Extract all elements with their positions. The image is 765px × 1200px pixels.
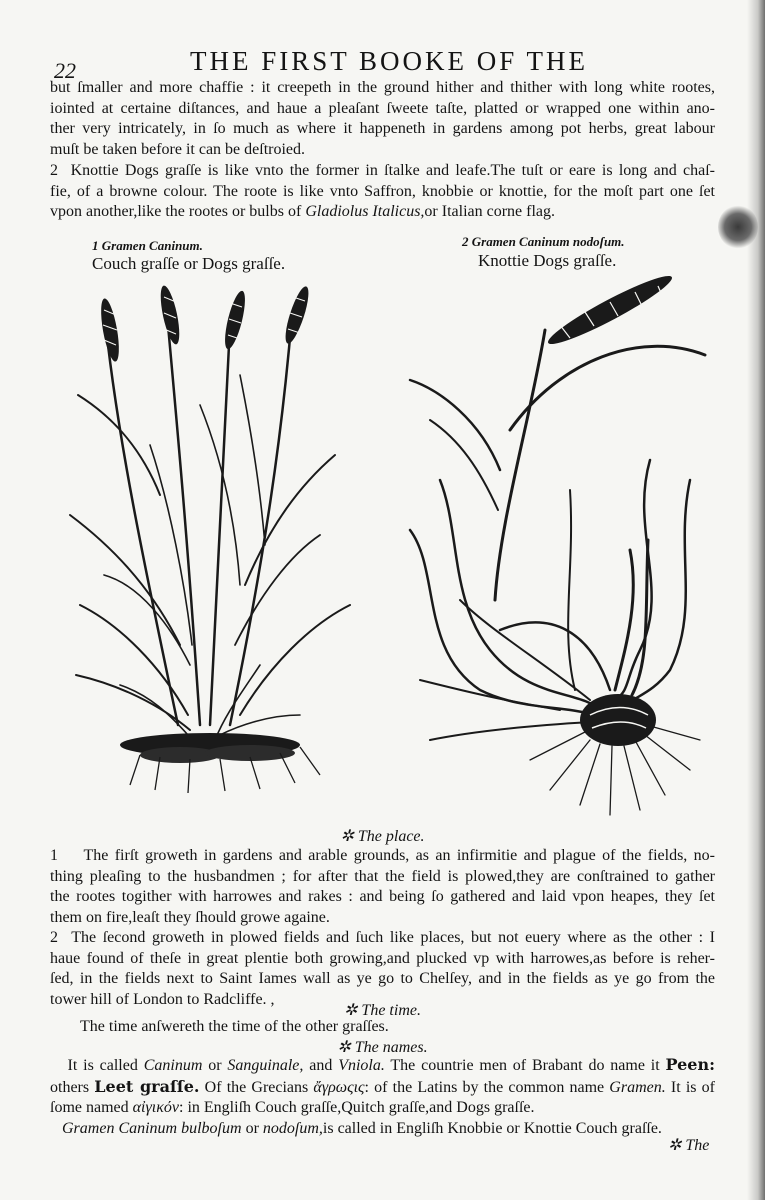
figure-1-english-caption: Couch graſſe or Dogs graſſe. [92,254,286,273]
text-line [50,1098,715,1119]
text-span: ſome named [50,1099,133,1116]
italic-span: Sanguinale, [227,1057,304,1074]
text-line [50,161,715,182]
running-head: THE FIRST BOOKE OF THE [190,46,589,76]
text-span: : of the Latins by the common name [364,1078,610,1096]
heading-text: The names. [354,1039,428,1056]
text-span: : in Engliſh Couch graſſe,Quitch graſſe,and Dogs graſſe. [179,1099,535,1116]
text-line: iointed at certaine diſtances, and haue a pleaſant ſweete taſte, platted or wrapped one within ano- [50,99,715,117]
blackletter-span: Leet graſſe. [94,1076,200,1096]
italic-span: Gladiolus Italicus, [305,203,425,220]
figure-1-latin-caption [92,238,203,254]
figure-2-latin-caption [462,234,625,250]
italic-span: nodoſum, [262,1119,323,1137]
italic-span: Gramen Caninum bulboſum [62,1119,242,1137]
figure-number: 2 [462,234,469,249]
text-line: but ſmaller and more chaffie : it creepeth in the ground hither and thither with long white rootes, [50,79,715,96]
text-line: them on fire,leaſt they ſhould growe againe. [50,908,330,926]
text-span: The firſt groweth in gardens and arable grounds, as an infirmitie and plague of the fields, no- [83,847,716,864]
figure-latin-name: Gramen Caninum. [101,238,203,253]
italic-span: Vniola. [338,1057,385,1074]
text-span: others [50,1078,95,1096]
text-line [50,202,715,223]
heading-text: The place. [357,828,425,845]
section-heading-time: ✲ The time. [344,1002,421,1019]
text-span: is called in Engliſh Knobbie or Knottie Couch graſſe. [322,1119,662,1137]
catchword-text: The [685,1137,710,1154]
figure-number: 1 [92,238,99,253]
text-line: haue found of theſe in great plentie both growing,and plucked vp with harrowes,as before is reher- [50,949,715,967]
text-span: The countrie men of Brabant do name it [384,1057,666,1074]
intro-paragraph [50,78,715,160]
text-span: vpon another,like the rootes or bulbs of [50,203,306,220]
text-line [50,928,715,949]
text-line: ther very intricately, in ſo much as where it happeneth in gardens among pot herbs, great labour [50,120,715,137]
text-span: It is called [67,1057,144,1074]
text-span: Knottie Dogs graſſe is like vnto the former in ſtalke and leafe.The tuſt or eare is long and chaſ- [70,162,715,179]
italic-span: Gramen. [609,1078,666,1096]
time-paragraph [80,1017,680,1038]
item-number: 2 [50,162,58,179]
figure-latin-name: Gramen Caninum nodoſum. [471,234,625,249]
text-span: Of the Grecians [199,1078,314,1096]
text-span: The ſecond groweth in plowed fields and ſuch like places, but not euery where as the other : I [71,929,715,946]
text-line [50,846,715,867]
item-number: 2 [50,929,58,946]
text-span: or [202,1057,228,1074]
section-heading-place: ✲ The place. [340,828,425,845]
catchword: ✲ The [668,1137,710,1154]
text-line: tower hill of London to Radcliffe. , [50,990,275,1008]
ink-stain [718,205,758,249]
blackletter-span: Peen: [665,1055,716,1074]
names-paragraph [50,1055,715,1139]
greek-span: ἄγρωςις [313,1078,365,1096]
knotty-dogs-grass-woodcut [400,270,710,820]
italic-span: Caninum [143,1057,203,1074]
item-number: 1 [50,847,58,864]
text-line: The time anſwereth the time of the other graſſes. [80,1018,389,1035]
place-paragraph-1 [50,846,715,928]
text-line: the rootes togither with harrowes and rakes : and being ſo gathered and laid vpon heapes, they ſet [50,888,715,905]
page-number: 22 [54,58,76,83]
description-paragraph-2 [50,161,715,223]
text-line: fie, of a browne colour. The roote is like vnto Saffron, knobbie or knottie, for the moſt part one ſet [50,182,715,200]
page-gutter-shadow [747,0,765,1200]
text-line [50,1077,715,1099]
text-span: and [303,1057,339,1074]
figure-2-english-caption: Knottie Dogs graſſe. [478,251,617,270]
place-paragraph-2 [50,928,715,1010]
heading-text: The time. [361,1002,421,1019]
text-line: thing pleaſing to the husbandmen ; for after that the field is plowed,they are conſtrained to gather [50,867,715,885]
text-line [50,1055,715,1077]
text-line: ſed, in the fields next to Saint Iames wall as ye go to Chelſey, and in the fields as ye go from the [50,970,715,987]
text-span: or Italian corne flag. [424,203,556,220]
section-heading-names: ✲ The names. [337,1039,428,1056]
text-line [50,1119,715,1140]
text-line: muſt be taken before it can be deſtroied. [50,140,306,158]
text-span: or [241,1119,263,1137]
couch-grass-woodcut [60,285,360,795]
text-span: It is of [665,1078,715,1096]
greek-span: αἰγικόν [132,1099,180,1116]
